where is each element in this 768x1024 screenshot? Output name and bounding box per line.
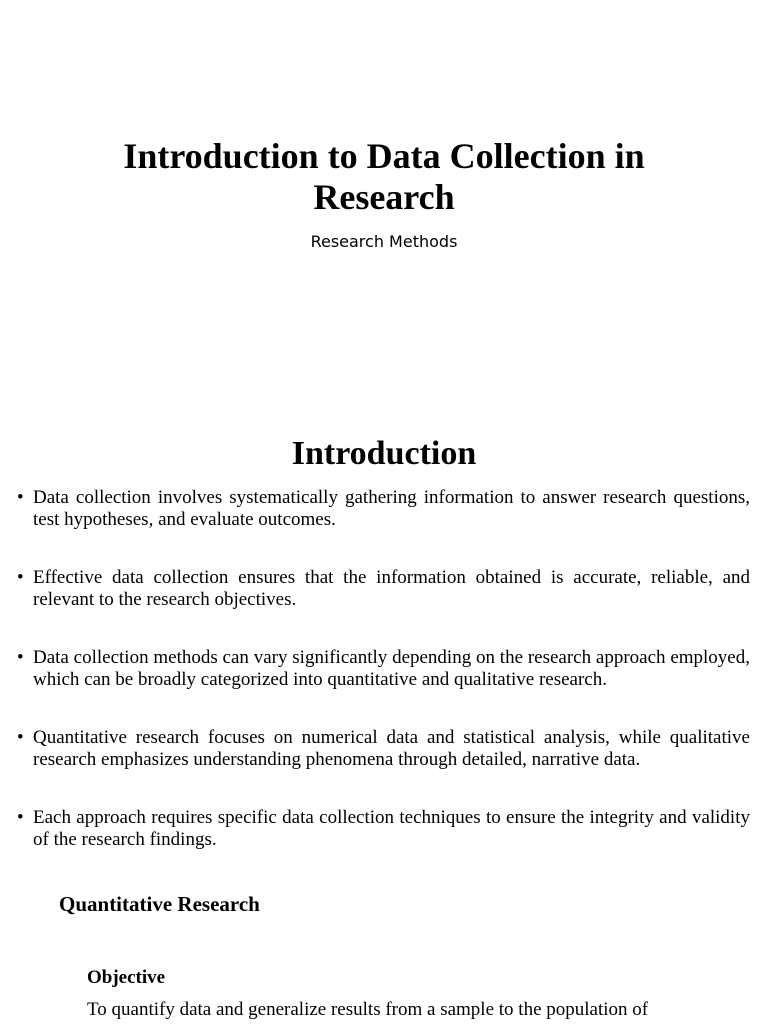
objective-text: To quantify data and generalize results from a sample to the population of — [87, 999, 649, 1020]
bullet-text: Each approach requires specific data collection techniques to ensure the integrity and validity of the research findings. — [33, 807, 750, 850]
bullet-item — [0, 647, 768, 727]
introduction-bullet-list — [0, 487, 768, 887]
bullet-item — [0, 807, 768, 887]
slide-subtitle: Research Methods — [310, 232, 458, 251]
slide-title: Introduction to Data Collection in Research — [123, 136, 645, 217]
quantitative-research-heading: Quantitative Research — [59, 892, 260, 916]
bullet-text: Quantitative research focuses on numerical data and statistical analysis, while qualitative research emphasizes understanding phenomena through detailed, narrative data. — [33, 727, 750, 770]
bullet-dot-icon: • — [17, 487, 24, 508]
title-slide — [0, 136, 768, 252]
bullet-dot-icon: • — [17, 727, 24, 748]
bullet-dot-icon: • — [17, 567, 24, 588]
bullet-item — [0, 487, 768, 567]
objective-label: Objective — [87, 967, 166, 988]
bullet-dot-icon: • — [17, 647, 24, 668]
bullet-item — [0, 567, 768, 647]
bullet-text: Data collection involves systematically gathering information to answer research questions, test hypotheses, and evaluate outcomes. — [33, 487, 750, 530]
bullet-item — [0, 727, 768, 807]
introduction-heading: Introduction — [291, 435, 477, 472]
bullet-text: Data collection methods can vary significantly depending on the research approach employed, which can be broadly categorized into quantitative and qualitative research. — [33, 647, 750, 690]
bullet-text: Effective data collection ensures that the information obtained is accurate, reliable, and relevant to the research objectives. — [33, 567, 750, 610]
bullet-dot-icon: • — [17, 807, 24, 828]
